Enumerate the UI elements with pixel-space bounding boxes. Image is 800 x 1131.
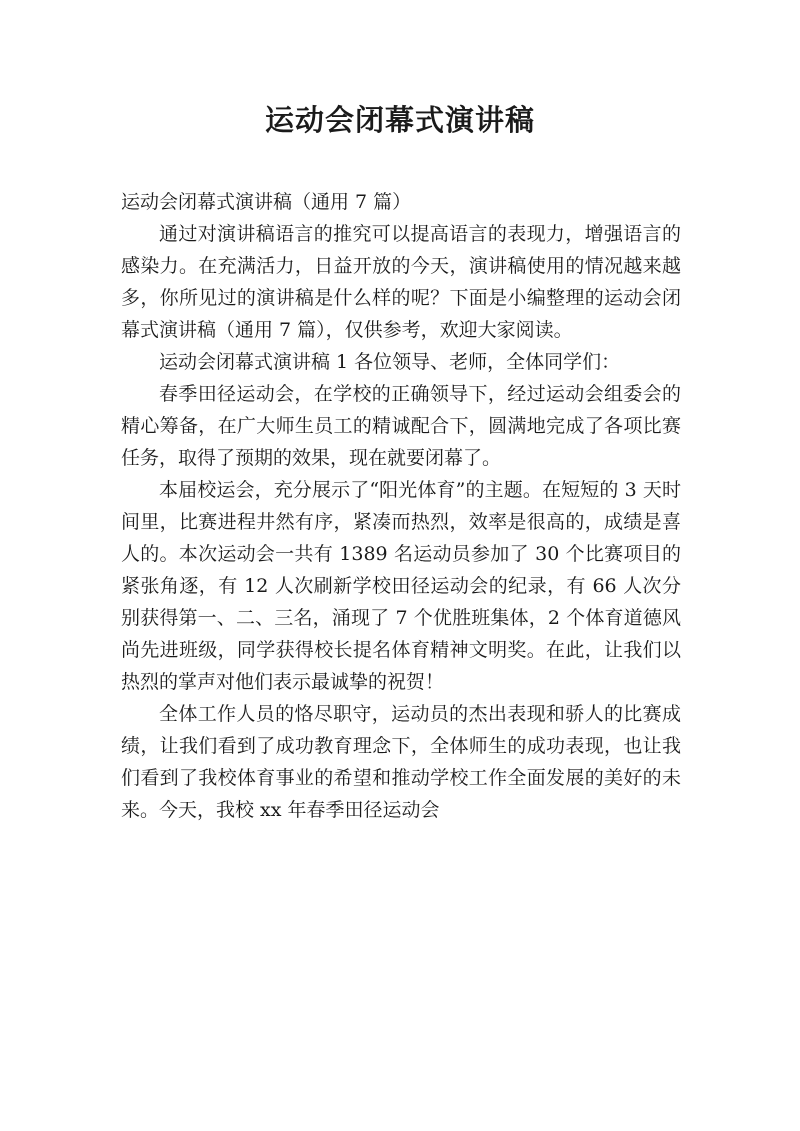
paragraph-results: 本届校运会，充分展示了“阳光体育”的主题。在短短的 3 天时间里，比赛进程井然有序，紧凑而热烈，效率是很高的，成绩是喜人的。本次运动会一共有 1389 名运动员参加了 30 个比赛项目的紧张角逐，有 12 人次刷新学校田径运动会的纪录，有 66 人次分别获得第一、二、三名，涌现了 7 个优胜班集体，2 个体育道德风尚先进班级，同学获得校长提名体育精神文明奖。在此，让我们以热烈的掌声对他们表示最诚挚的祝贺！	[121, 479, 681, 693]
paragraph-opening: 春季田径运动会，在学校的正确领导下，经过运动会组委会的精心筹备，在广大师生员工的精诚配合下，圆满地完成了各项比赛任务，取得了预期的效果，现在就要闭幕了。	[121, 383, 681, 469]
document-body	[121, 186, 681, 826]
paragraph-intro: 通过对演讲稿语言的推究可以提高语言的表现力，增强语言的感染力。在充满活力，日益开放的今天，演讲稿使用的情况越来越多，你所见过的演讲稿是什么样的呢？下面是小编整理的运动会闭幕式演讲稿（通用 7 篇），仅供参考，欢迎大家阅读。	[121, 223, 681, 341]
document-title: 运动会闭幕式演讲稿	[264, 103, 535, 137]
document-subtitle: 运动会闭幕式演讲稿（通用 7 篇）	[121, 191, 412, 213]
paragraph-thanks: 全体工作人员的恪尽职守，运动员的杰出表现和骄人的比赛成绩，让我们看到了成功教育理念下，全体师生的成功表现，也让我们看到了我校体育事业的希望和推动学校工作全面发展的美好的未来。今天，我校 xx 年春季田径运动会	[121, 703, 681, 821]
paragraph-greeting: 运动会闭幕式演讲稿 1 各位领导、老师，全体同学们：	[159, 351, 621, 373]
